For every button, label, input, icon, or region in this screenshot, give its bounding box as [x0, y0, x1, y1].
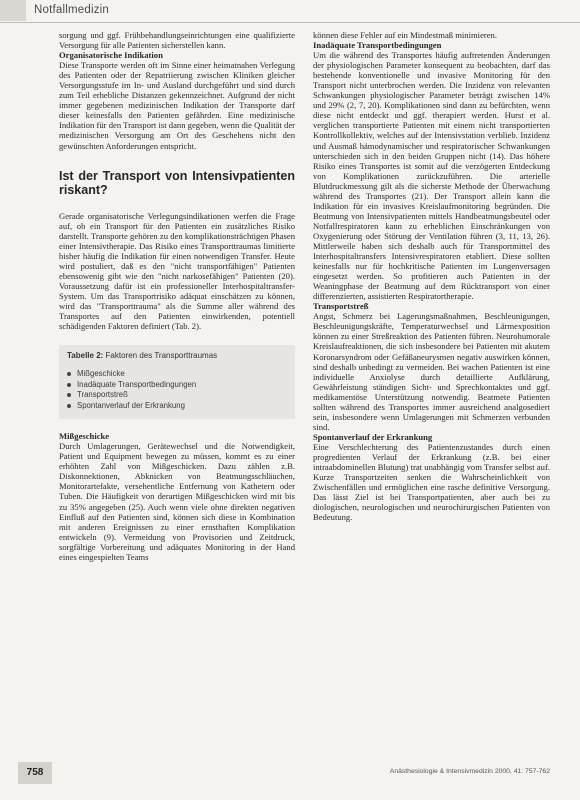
paragraph: können diese Fehler auf ein Mindestmaß minimieren.: [313, 30, 498, 40]
bullet-icon: [67, 393, 71, 397]
page-number: 758: [18, 762, 52, 784]
bullet-icon: [67, 372, 71, 376]
subheading-organisational-indication: Organisatorische Indikation: [59, 50, 163, 61]
paragraph: Um die während des Transportes häufig auftretenden Änderungen der physiologischen Parameter konsequent zu beobachten, darf das bestehende konventionelle und invasive Monitoring für den Transport nicht unterbrochen werden. Die Inzidenz von relevanten Schwankungen physiologischer Parameter beträgt zwischen 14% und 29% (2, 7, 20). Komplikationen sind dann zu befürchten, wenn diese nicht entdeckt und ggf. therapiert werden. Hurst et al. verglichen transportierte Patienten mit einem nicht transportierten Kontrollkollektiv, welches auf der Intensivstation verblieb. Inzidenz und Ausmaß hämodynamischer und respiratorischer Schwankungen unterschieden sich in den beiden Gruppen nicht (14). Das höhere Risiko eines Transportes ist somit auf die verzögerten Entdeckung von Komplikationen zurückzuführen. Die arterielle Blutdruckmessung gilt als die sicherste Methode der Überwachung während des Transportes (21). Der Transport allein kann die Indikation für ein invasives Kreislaufmonitoring begründen. Die Beatmung von Intensivpatienten mittels Handbeatmungsbeutel oder Notfallrespiratoren kann zu erheblichen Einschränkungen von Oxygenierung oder Störung der Ventilation führen (3, 11, 13, 26). Mittlerweile haben sich deshalb auch für Transportmittel des Interhospitaltransfers Intensivrespiratoren etabliert. Diese sollten keinesfalls nur für hochkritische Patienten im Lungenversagen eingesetzt werden. So profitieren auch Patienten in der Weaningphase der Beatmung auf dem Rücktransport von einer differenzierten, assistierten Respiratortherapie.: [313, 50, 550, 302]
list-item: Mißgeschicke: [67, 369, 287, 380]
list-item: Transportstreß: [67, 390, 287, 401]
subheading-inadequate-conditions: Inadäquate Transportbedingungen: [313, 40, 442, 51]
section-label: Notfallmedizin: [34, 4, 110, 16]
table-2-box: [59, 345, 295, 419]
paragraph: Angst, Schmerz bei Lagerungsmaßnahmen, Beschleunigungen, Beschleunigungskräfte, Temperaturwechsel und Lärmexposition können zu einer Streßreaktion des Patienten führen. Neurohumorale Kreislaufreaktionen, die sich insbesondere bei Patienten mit akutem Koronarsyndrom oder Gefäßaneurysmen negativ auswirken können, sind deshalb unbedingt zu vermeiden. Bei wachen Patienten ist eine individuelle Anxiolyse durch detaillierte Aufklärung, Gewährleistung ständigen Sicht- und Sprechkontaktes und ggf. medikamentöse Unterstützung notwendig. Beatmete Patienten sollten während des Transportes immer ausreichend analgosediert sein, insbesondere wenn Umlagerungen mit Schmerzen verbunden sind.: [313, 311, 550, 432]
running-header: [0, 0, 580, 23]
table-label: Tabelle 2:: [67, 351, 104, 361]
paragraph: sorgung und ggf. Frühbehandlungseinrichtungen eine qualifizierte Versorgung für alle Patienten sicherstellen kann.: [59, 30, 295, 51]
header-accent-bar: [0, 0, 26, 21]
bullet-icon: [67, 383, 71, 387]
list-item: Spontanverlauf der Erkrankung: [67, 401, 287, 412]
left-column: [59, 30, 295, 562]
table-caption: Faktoren des Transporttraumas: [105, 351, 218, 361]
table-item-list: [67, 369, 287, 411]
subheading-disease-course: Spontanverlauf der Erkrankung: [313, 431, 433, 442]
paragraph: Durch Umlagerungen, Gerätewechsel und die Notwendigkeit, Patient und Equipment bewegen zu müssen, kommt es zu einer erhöhten Zahl von Mißgeschicken. Dazu zählen z.B. Diskonnektionen, Abknicken von Beatmungsschläuchen, Monitorartefakte, versehentliche Entfernung von Kathetern oder Tuben. Die Häufigkeit von derartigen Mißgeschicken wird mit bis zu 35% angegeben (25). Auch wenn viele ohne direkten negativen Einfluß auf den Patienten sind, können sich diese in Kombination mit anderen Ereignissen zu einer ernsthaften Komplikation entwickeln (9). Vermeidung von Provisorien und Zeitdruck, sorgfältige Vorbereitung und adäquates Monitoring in der Hand eines eingespielten Teams: [59, 441, 295, 562]
section-heading: Ist der Transport von Intensivpatienten riskant?: [59, 168, 295, 197]
paragraph: Gerade organisatorische Verlegungsindikationen werfen die Frage auf, ob ein Transport für den Patienten ein zusätzliches Risiko darstellt. Transporte gehören zu den komplikationsträchtigen Phasen einer Intensivtherapie. Das Risiko eines Transporttraumas limitierte bisher häufig die Indikation für einen notwendigen Transfer. Heute wird postuliert, daß es den "nicht transportfähigen" Patienten ebensowenig gibt wie den "nicht narkosefähigen" Patienten (20). Voraussetzung dafür ist ein professioneller Interhospitaltransfer-System. Um das Transportrisiko adäquat einschätzen zu können, wird das "Transporttrauma" als die Summe aller während des Transportes auf den Patienten einwirkenden, potentiell schädigenden Faktoren definiert (Tab. 2).: [59, 210, 295, 332]
list-item: Inadäquate Transportbedingungen: [67, 380, 287, 391]
bullet-icon: [67, 404, 71, 408]
table-title: [67, 351, 287, 361]
subheading-mishaps: Mißgeschicke: [59, 431, 110, 442]
paragraph: Eine Verschlechterung des Patientenzustandes durch einen progredienten Verlauf der Erkrankung (z.B. bei einer intraabdominellen Blutung) trat unabhängig vom Transfer selbst auf. Kurze Transportzeiten senken die Wahrscheinlichkeit von Zwischenfällen und ermöglichen eine rasche definitive Versorgung. Das lässt Ziel ist bei Transportpatienten, aber auch bei zu diologischen, neurologischen und neurochirurgischen Patienten von Bedeutung.: [313, 441, 550, 523]
subheading-transport-stress: Transportstreß: [313, 301, 369, 312]
paragraph: Diese Transporte werden oft im Sinne einer heimatnahen Verlegung des Patienten oder der Repatriierung zwischen Kliniken gleicher Versorgungsstufe im In- und Ausland durchgeführt und sind durch zum Teil erhebliche Distanzen gekennzeichnet. Aufgrund der nicht immer gegebenen medizinischen Indikation der Transporte darf dieser keinesfalls den Patienten gefährden. Eine medizinische Indikation für den Transport ist dann gegeben, wenn die Qualität der medizinischen Versorgung am Ort des Geschehens nicht den gewünschten Anforderungen entspricht.: [59, 60, 295, 151]
journal-citation: Anästhesiologie & Intensivmedizin 2000, 41: 757-762: [389, 768, 550, 775]
right-column: [313, 30, 550, 522]
